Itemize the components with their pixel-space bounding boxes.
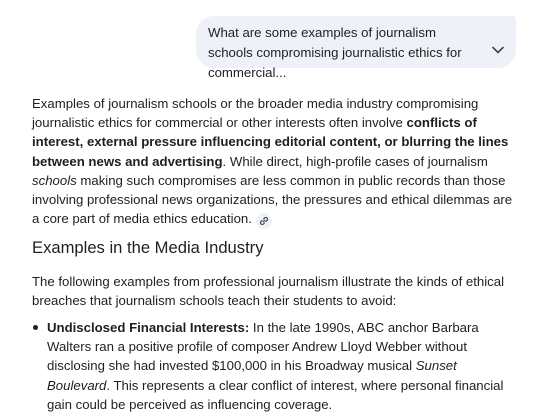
list-item-title: Undisclosed Financial Interests: — [47, 320, 250, 335]
chevron-down-icon — [492, 46, 504, 54]
section-heading: Examples in the Media Industry — [32, 238, 264, 257]
bullet-dot — [33, 325, 38, 330]
intro-italic-text: schools — [32, 172, 77, 188]
list-item — [32, 318, 518, 414]
intro-text-2: . While direct, high-profile cases of journalism — [222, 153, 488, 169]
link-icon — [259, 216, 269, 226]
examples-list — [32, 318, 518, 414]
list-item-italic: Sunset Boulevard — [47, 358, 457, 393]
list-item-text-2: . This represents a clear conflict of interest, where personal financial gain could be perceived as influencing coverage. — [47, 377, 504, 412]
response-body — [32, 94, 518, 412]
intro-paragraph — [32, 94, 518, 229]
intro-text-3: making such compromises are less common in public records than those involving professional news organizations, the pressures and ethical dilemmas are a core part of media ethics education. — [32, 172, 513, 227]
source-link-button[interactable] — [256, 213, 272, 229]
section-intro-paragraph: The following examples from professional journalism illustrate the kinds of ethical breaches that journalism schools teach their students to avoid: — [32, 274, 505, 309]
user-prompt-text: What are some examples of journalism schools compromising journalistic ethics for commercial... — [208, 25, 462, 80]
list-item-text-1: In the late 1990s, ABC anchor Barbara Walters ran a positive profile of composer Andrew Lloyd Webber without disclosing she had invested $100,000 in his Broadway musical — [47, 320, 479, 374]
expand-prompt-button[interactable] — [490, 42, 506, 58]
intro-text-1: Examples of journalism schools or the broader media industry compromising journalistic ethics for commercial or other interests often involve — [32, 96, 479, 131]
user-prompt-bubble — [196, 16, 516, 80]
intro-bold-text: conflicts of interest, external pressure influencing editorial content, or blurring the lines between news and advertising — [32, 115, 509, 169]
